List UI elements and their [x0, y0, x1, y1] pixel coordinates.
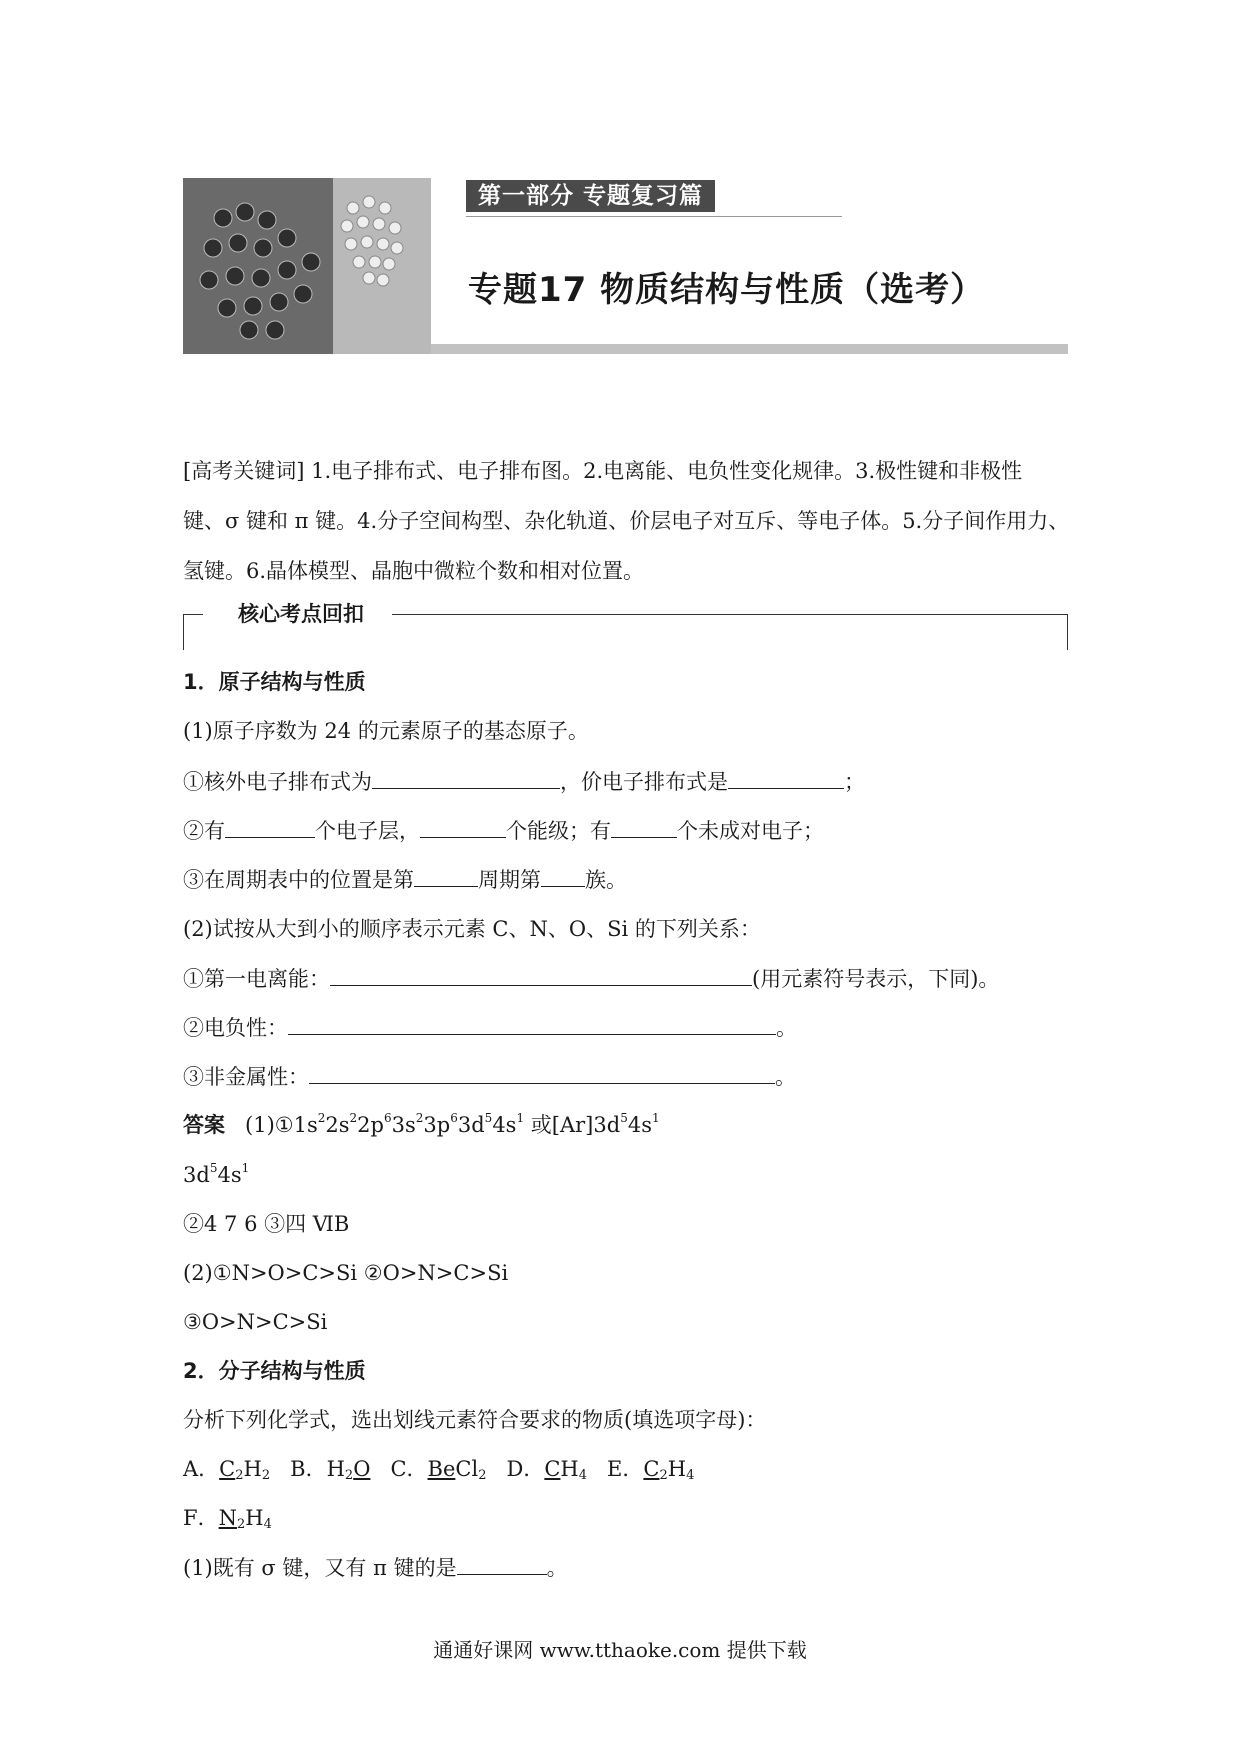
answer-line-3: ②4 7 6 ③四 ⅥB	[183, 1212, 350, 1236]
q1-heading: 1．原子结构与性质	[183, 670, 366, 694]
q1-d-end: (用元素符号表示，下同)。	[752, 967, 1000, 991]
footer-source: 通通好课网 www.tthaoke.com 提供下载	[433, 1638, 807, 1662]
answer-label: 答案	[183, 1113, 225, 1137]
answer-line-1: 答案 $(1)①1s^22s^22p^63s^23p^63d^54s^1$ 或$[Ar]3d^54s^1$	[183, 1111, 660, 1137]
blank-ionization[interactable]	[330, 963, 752, 986]
blank-unpaired[interactable]	[611, 815, 677, 838]
q1-b-mid2: 个能级；有	[506, 819, 611, 843]
blank-group[interactable]	[541, 864, 585, 887]
q1-c-prefix: ③在周期表中的位置是第	[183, 868, 414, 892]
section-frame-left-tick	[183, 614, 184, 650]
q1-item-e	[183, 1012, 797, 1043]
q2-item-1	[183, 1552, 568, 1583]
molecule-illustration	[183, 178, 431, 354]
q1-b-end: 个未成对电子；	[677, 819, 824, 843]
keywords-line-3: 氢键。6.晶体模型、晶胞中微粒个数和相对位置。	[183, 559, 645, 583]
q1-f-end: 。	[775, 1065, 796, 1089]
q1-f-prefix: ③非金属性：	[183, 1065, 309, 1089]
keywords-label: [高考关键词]	[183, 459, 305, 483]
title-underline-bar	[431, 344, 1068, 354]
q1-c-end: 族。	[585, 868, 627, 892]
part-label: 第一部分 专题复习篇	[466, 180, 715, 212]
blank-sigma-pi[interactable]	[457, 1552, 547, 1575]
q2-heading: 2．分子结构与性质	[183, 1359, 366, 1383]
q1-a-prefix: ①核外电子排布式为	[183, 770, 372, 794]
q2-options-1: A．$C_2H_2$ B．$H_2O$ C．BeCl$_2$ D．$CH_4$ E．$C_2H_4$	[183, 1457, 695, 1483]
q2-intro: 分析下列化学式，选出划线元素符合要求的物质(填选项字母)：	[183, 1408, 767, 1432]
q2-q1-end: 。	[546, 1556, 568, 1580]
q1-item-f	[183, 1061, 796, 1092]
q1-item-d	[183, 963, 999, 994]
q1-e-prefix: ②电负性：	[183, 1016, 288, 1040]
chapter-title: 专题17 物质结构与性质（选考）	[468, 270, 986, 310]
section-title: 核心考点回扣	[238, 602, 364, 626]
section-frame-left	[183, 614, 203, 615]
blank-electronegativity[interactable]	[288, 1012, 776, 1035]
blank-period[interactable]	[414, 864, 478, 887]
q1-b-mid1: 个电子层，	[315, 819, 420, 843]
q1-item-c	[183, 864, 627, 895]
q1-a-end: ；	[844, 770, 865, 794]
keywords-line-2: 键、σ 键和 π 键。4.分子空间构型、杂化轨道、价层电子对互斥、等电子体。5.分子间作用力、	[183, 509, 1070, 533]
keywords-text-1: 1.电子排布式、电子排布图。2.电离能、电负性变化规律。3.极性键和非极性	[311, 459, 1023, 483]
answer-l1-prefix: (1)①1s	[245, 1113, 318, 1137]
answer-line-4: (2)①N>O>C>Si ②O>N>C>Si	[183, 1261, 509, 1285]
blank-levels[interactable]	[420, 815, 506, 838]
q1-c-mid: 周期第	[478, 868, 541, 892]
q1-a-mid: ，价电子排布式是	[560, 770, 728, 794]
answer-line-2: $3d^54s^1$	[183, 1161, 250, 1187]
q1-item-a	[183, 766, 865, 797]
q2-q1-prefix: (1)既有 σ 键，又有 π 键的是	[183, 1556, 457, 1580]
q1-b-prefix: ②有	[183, 819, 225, 843]
blank-nonmetallic[interactable]	[309, 1061, 775, 1084]
q1-d-prefix: ①第一电离能：	[183, 967, 330, 991]
q1-e-end: 。	[776, 1016, 797, 1040]
keywords-line-1	[183, 456, 1022, 486]
answer-line-5: ③O>N>C>Si	[183, 1310, 328, 1334]
molecule-graphic	[183, 178, 431, 354]
blank-shells[interactable]	[225, 815, 315, 838]
q1-intro: (1)原子序数为 24 的元素原子的基态原子。	[183, 719, 589, 743]
q2-options-2: F．$N_2H_4$	[183, 1506, 272, 1532]
q1-part2: (2)试按从大到小的顺序表示元素 C、N、O、Si 的下列关系：	[183, 917, 761, 941]
q1-item-b	[183, 815, 824, 846]
section-frame-right	[392, 614, 1068, 615]
section-frame-right-tick	[1067, 614, 1068, 650]
blank-config[interactable]	[372, 766, 560, 789]
answer-l1-or: 或[Ar]3d	[530, 1113, 621, 1137]
part-divider	[466, 216, 842, 217]
blank-valence[interactable]	[728, 766, 844, 789]
